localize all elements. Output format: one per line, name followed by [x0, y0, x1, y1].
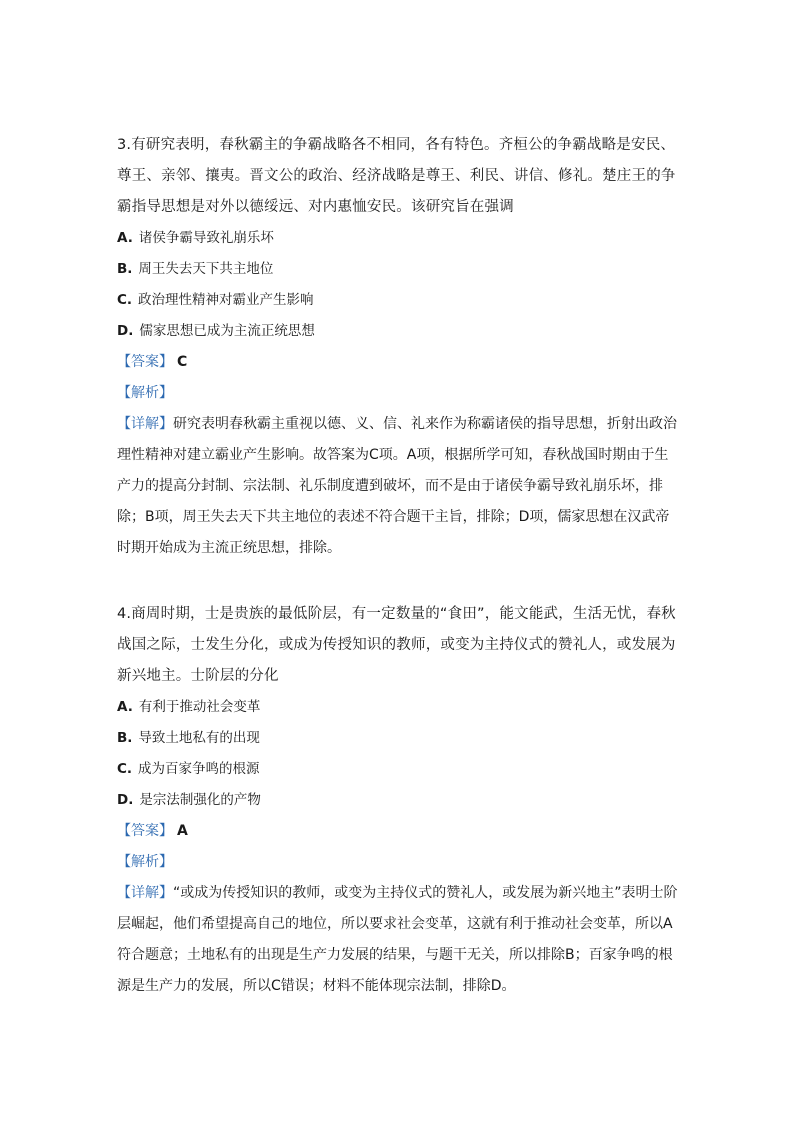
option-key: A.: [117, 230, 133, 246]
detail-paragraph: [117, 409, 679, 564]
option-d: [117, 785, 679, 816]
answer-line: [117, 816, 679, 847]
option-key: C.: [117, 292, 133, 308]
question-3: [117, 130, 679, 564]
detail-tag: 【详解】: [117, 885, 173, 901]
option-text: 成为百家争鸣的根源: [138, 761, 260, 777]
answer-line: [117, 347, 679, 378]
option-text: 有利于推动社会变革: [138, 699, 261, 715]
detail-paragraph: [117, 878, 679, 1002]
option-a: [117, 223, 679, 254]
option-text: 政治理性精神对霸业产生影响: [138, 292, 314, 308]
analysis-tag: 【解析】: [117, 854, 173, 870]
option-text: 周王失去天下共主地位: [138, 261, 274, 277]
option-text: 诸侯争霸导致礼崩乐坏: [138, 230, 274, 246]
analysis-line: [117, 847, 679, 878]
option-key: A.: [117, 699, 133, 715]
question-4: [117, 599, 679, 1002]
option-c: [117, 754, 679, 785]
detail-tag: 【详解】: [117, 416, 173, 432]
option-d: [117, 316, 679, 347]
answer-value: C: [177, 354, 188, 370]
question-stem: 4.商周时期，士是贵族的最低阶层，有一定数量的“食田”，能文能武，生活无忧，春秋战国之际，士发生分化，或成为传授知识的教师，或变为主持仪式的赞礼人，或发展为新兴地主。士阶层的分化: [117, 606, 676, 684]
option-text: 导致土地私有的出现: [138, 730, 260, 746]
option-key: B.: [117, 730, 133, 746]
detail-text: “或成为传授知识的教师，或变为主持仪式的赞礼人，或发展为新兴地主”表明士阶层崛起，他们希望提高自己的地位，所以要求社会变革，这就有利于推动社会变革，所以A符合题意；土地私有的出现是生产力发展的结果，与题干无关，所以排除B；百家争鸣的根源是生产力的发展，所以C错误；材料不能体现宗法制，排除D。: [117, 885, 678, 994]
question-stem: 3.有研究表明，春秋霸主的争霸战略各不相同，各有特色。齐桓公的争霸战略是安民、尊王、亲邻、攘夷。晋文公的政治、经济战略是尊王、利民、讲信、修礼。楚庄王的争霸指导思想是对外以德绥远、对内惠恤安民。该研究旨在强调: [117, 137, 676, 215]
analysis-line: [117, 378, 679, 409]
option-c: [117, 285, 679, 316]
option-b: [117, 254, 679, 285]
option-key: D.: [117, 323, 134, 339]
answer-tag: 【答案】: [117, 823, 173, 839]
option-text: 儒家思想已成为主流正统思想: [139, 323, 315, 339]
option-key: B.: [117, 261, 133, 277]
option-key: D.: [117, 792, 134, 808]
answer-tag: 【答案】: [117, 354, 173, 370]
option-key: C.: [117, 761, 133, 777]
option-a: [117, 692, 679, 723]
analysis-tag: 【解析】: [117, 385, 173, 401]
option-text: 是宗法制强化的产物: [139, 792, 261, 808]
detail-text: 研究表明春秋霸主重视以德、义、信、礼来作为称霸诸侯的指导思想，折射出政治理性精神对建立霸业产生影响。故答案为C项。A项，根据所学可知，春秋战国时期由于生产力的提高分封制、宗法制、礼乐制度遭到破坏，而不是由于诸侯争霸导致礼崩乐坏，排除；B项，周王失去天下共主地位的表述不符合题干主旨，排除；D项，儒家思想在汉武帝时期开始成为主流正统思想，排除。: [117, 416, 677, 556]
answer-value: A: [177, 823, 188, 839]
option-b: [117, 723, 679, 754]
